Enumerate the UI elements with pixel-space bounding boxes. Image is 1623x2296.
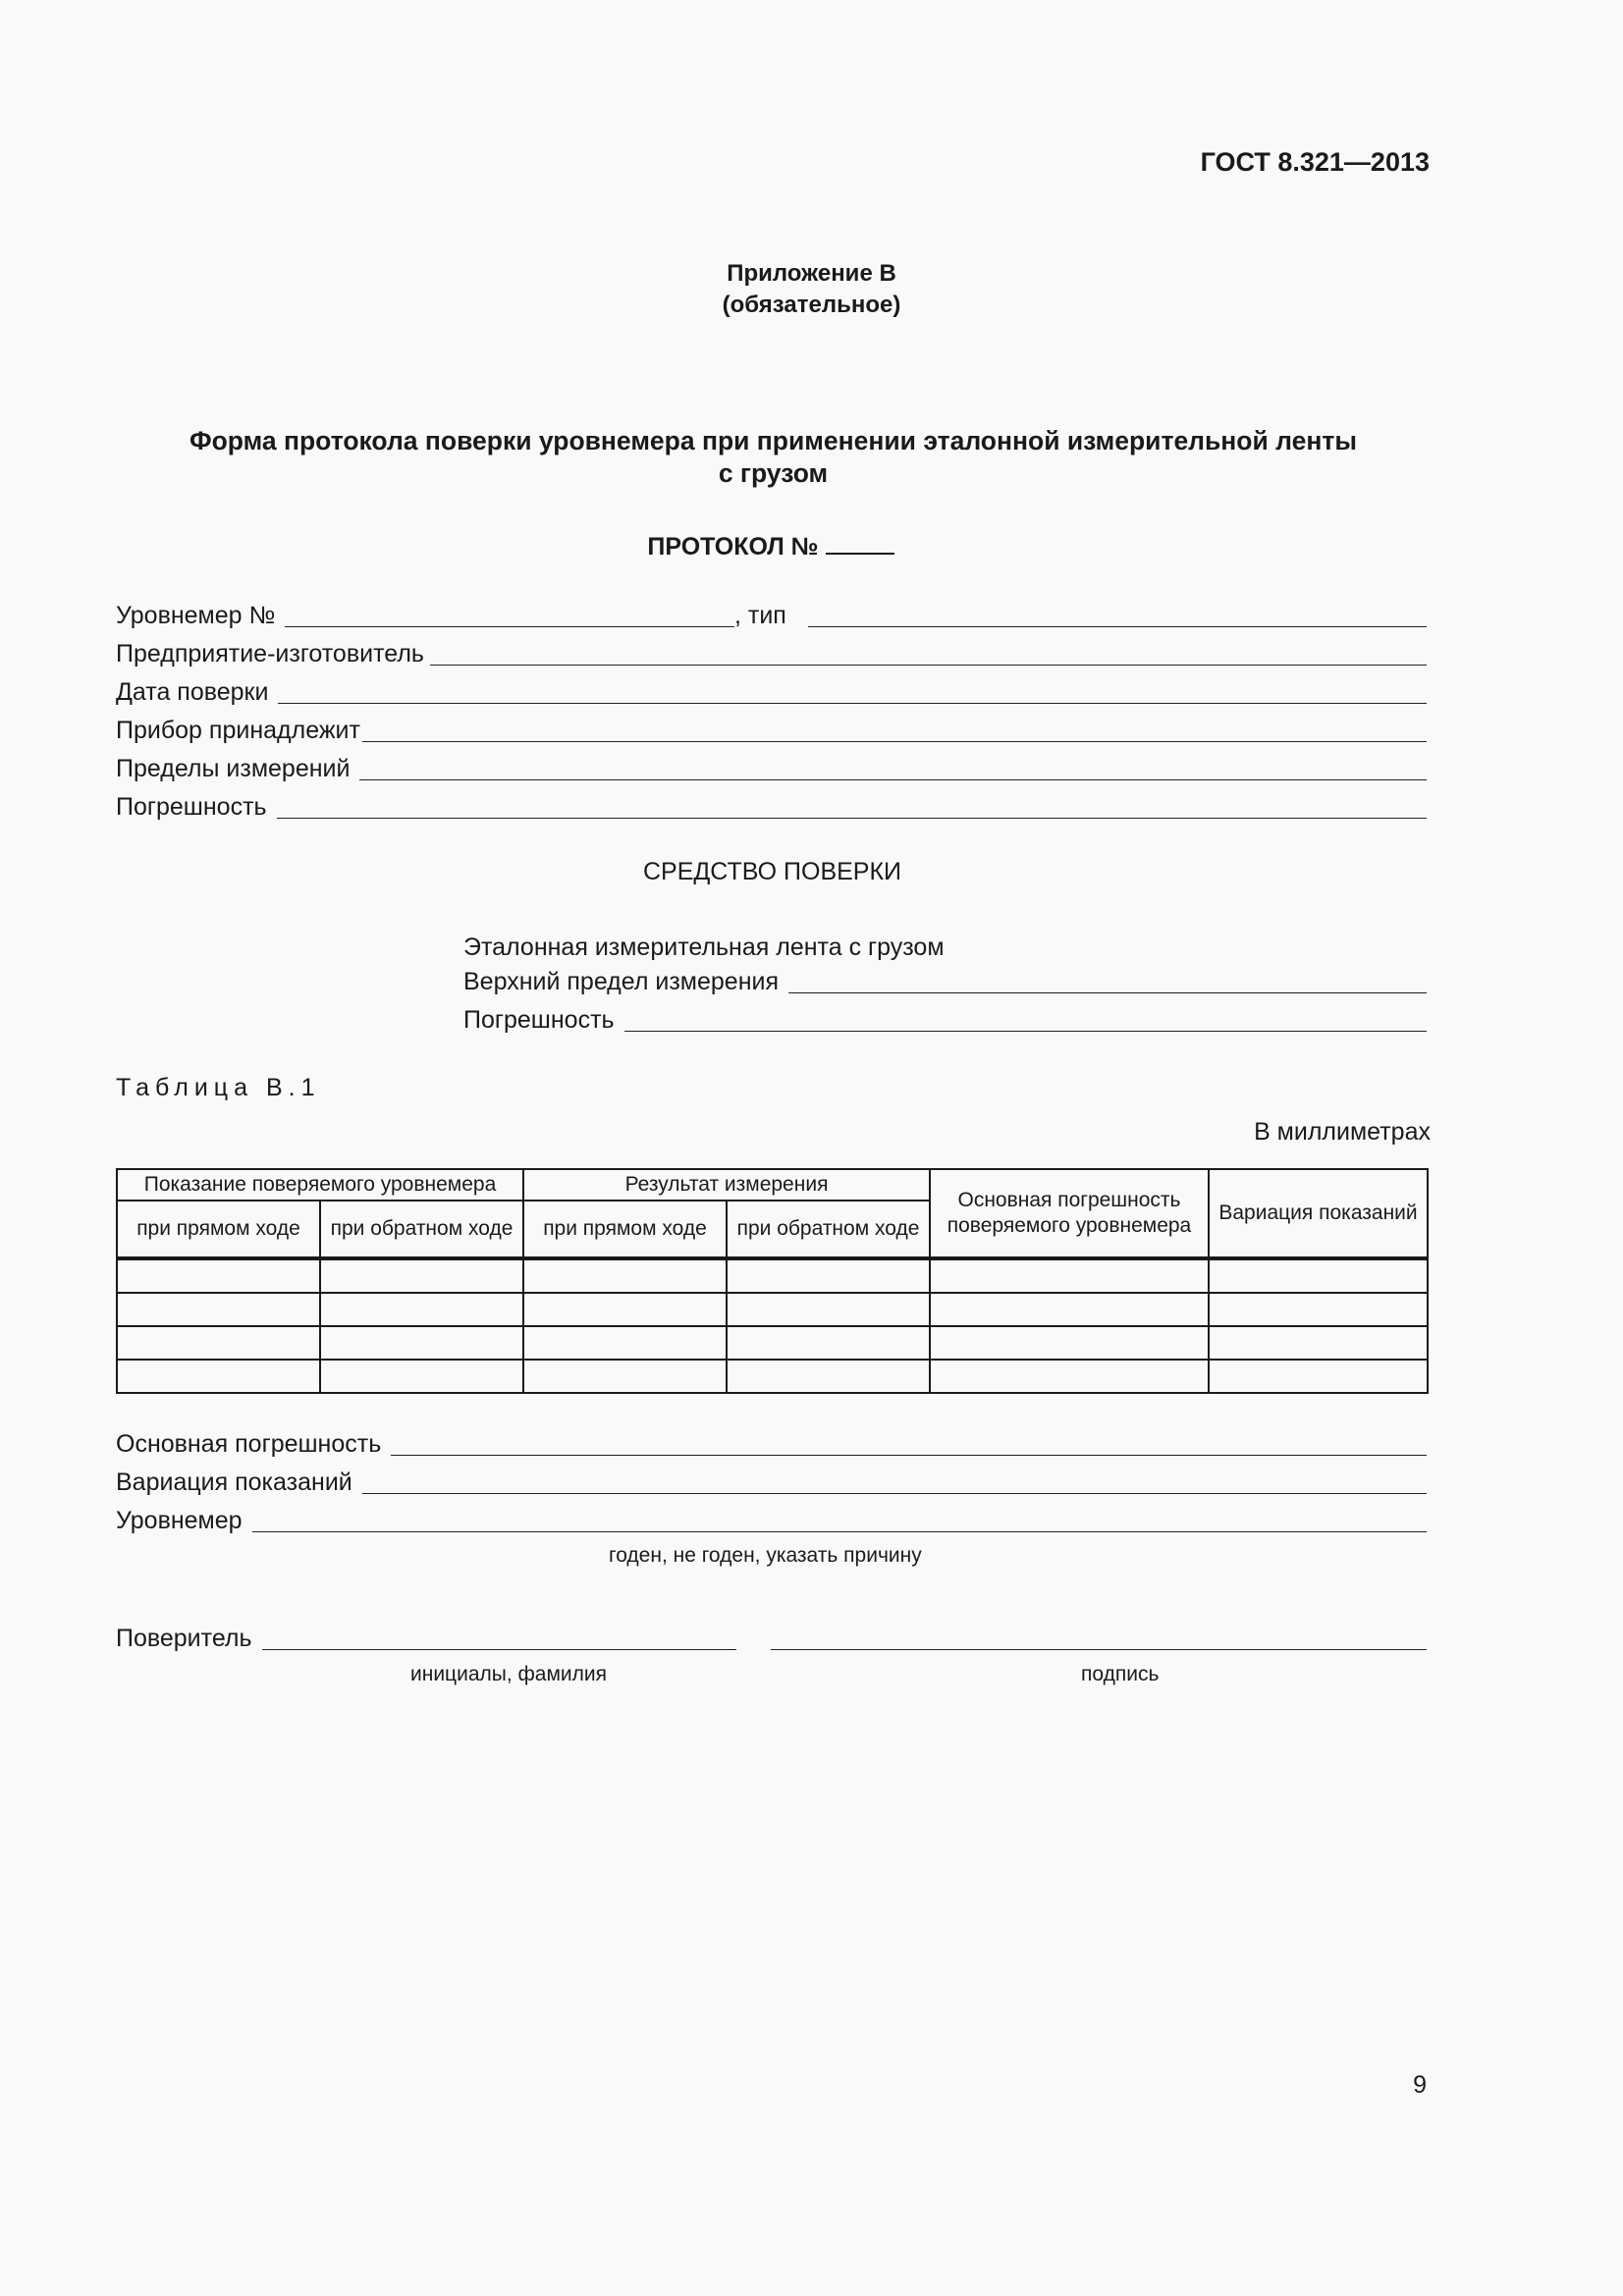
table-cell[interactable] bbox=[523, 1326, 727, 1360]
table-cell[interactable] bbox=[523, 1360, 727, 1393]
error-field bbox=[116, 792, 1427, 822]
table-cell[interactable] bbox=[523, 1293, 727, 1326]
type-label: , тип bbox=[734, 602, 786, 629]
error-label: Погрешность bbox=[116, 793, 267, 821]
document-id: ГОСТ 8.321—2013 bbox=[1200, 147, 1430, 177]
error-line[interactable] bbox=[277, 818, 1427, 819]
table-row bbox=[117, 1360, 1428, 1393]
header-reading-forward: при прямом ходе bbox=[117, 1201, 320, 1257]
table-cell[interactable] bbox=[1209, 1360, 1428, 1393]
protocol-label: ПРОТОКОЛ № bbox=[647, 533, 819, 561]
reference-tape-label: Эталонная измерительная лента с грузом bbox=[463, 934, 945, 961]
gauge-verdict-line[interactable] bbox=[252, 1531, 1427, 1532]
variation-label: Вариация показаний bbox=[116, 1468, 352, 1496]
verification-date-line[interactable] bbox=[278, 703, 1427, 704]
table-cell[interactable] bbox=[117, 1259, 320, 1293]
means-error-line[interactable] bbox=[624, 1031, 1427, 1032]
header-measurement-result: Результат измерения bbox=[523, 1169, 930, 1201]
form-title-line-2: с грузом bbox=[718, 458, 829, 488]
table-cell[interactable] bbox=[1209, 1326, 1428, 1360]
signature-field bbox=[771, 1624, 1427, 1653]
table-cell[interactable] bbox=[930, 1259, 1209, 1293]
range-field bbox=[116, 754, 1427, 783]
verifier-name-line[interactable] bbox=[262, 1649, 736, 1650]
gauge-verdict-field bbox=[116, 1506, 1427, 1535]
table-caption: Таблица В.1 bbox=[116, 1074, 321, 1101]
gauge-number-line[interactable] bbox=[285, 626, 734, 627]
verification-date-label: Дата поверки bbox=[116, 678, 269, 706]
table-cell[interactable] bbox=[930, 1326, 1209, 1360]
table-cell[interactable] bbox=[930, 1360, 1209, 1393]
table-cell[interactable] bbox=[727, 1360, 930, 1393]
variation-field bbox=[116, 1468, 1427, 1497]
header-reading-reverse: при обратном ходе bbox=[320, 1201, 523, 1257]
type-line[interactable] bbox=[808, 626, 1427, 627]
annex-status: (обязательное) bbox=[722, 292, 901, 318]
table-row bbox=[117, 1293, 1428, 1326]
upper-limit-label: Верхний предел измерения bbox=[463, 968, 780, 995]
protocol-title bbox=[0, 531, 1542, 561]
owner-label: Прибор принадлежит bbox=[116, 717, 360, 744]
signature-line[interactable] bbox=[771, 1649, 1427, 1650]
page-number: 9 bbox=[1413, 2071, 1427, 2099]
annex-heading bbox=[0, 258, 1623, 321]
upper-limit-field bbox=[463, 967, 1427, 996]
table-cell[interactable] bbox=[117, 1326, 320, 1360]
annex-title: Приложение В bbox=[727, 260, 896, 287]
gauge-verdict-hint: годен, не годен, указать причину bbox=[609, 1544, 922, 1567]
upper-limit-line[interactable] bbox=[788, 992, 1427, 993]
signature-hint: подпись bbox=[1081, 1663, 1160, 1685]
protocol-number-blank[interactable] bbox=[826, 531, 894, 555]
owner-line[interactable] bbox=[362, 741, 1427, 742]
basic-error-line[interactable] bbox=[391, 1455, 1427, 1456]
basic-error-field bbox=[116, 1429, 1427, 1459]
header-variation: Вариация показаний bbox=[1209, 1169, 1428, 1257]
table-cell[interactable] bbox=[727, 1293, 930, 1326]
verifier-name-hint: инициалы, фамилия bbox=[410, 1663, 607, 1685]
table-units: В миллиметрах bbox=[1254, 1118, 1431, 1146]
table-cell[interactable] bbox=[930, 1293, 1209, 1326]
table-cell[interactable] bbox=[523, 1259, 727, 1293]
means-error-field bbox=[463, 1005, 1427, 1035]
verifier-name-field bbox=[116, 1624, 736, 1653]
range-line[interactable] bbox=[359, 779, 1427, 780]
header-result-reverse: при обратном ходе bbox=[727, 1201, 930, 1257]
verifier-label: Поверитель bbox=[116, 1625, 252, 1652]
table-cell[interactable] bbox=[727, 1326, 930, 1360]
gauge-number-label: Уровнемер № bbox=[116, 602, 276, 629]
means-error-label: Погрешность bbox=[463, 1006, 615, 1034]
table-cell[interactable] bbox=[1209, 1259, 1428, 1293]
results-table bbox=[116, 1168, 1429, 1394]
range-label: Пределы измерений bbox=[116, 755, 351, 782]
basic-error-label: Основная погрешность bbox=[116, 1430, 382, 1458]
table-row bbox=[117, 1259, 1428, 1293]
table-cell[interactable] bbox=[727, 1259, 930, 1293]
manufacturer-line[interactable] bbox=[430, 665, 1427, 666]
table-cell[interactable] bbox=[117, 1293, 320, 1326]
owner-field bbox=[116, 716, 1427, 745]
gauge-number-field bbox=[116, 601, 734, 630]
header-result-forward: при прямом ходе bbox=[523, 1201, 727, 1257]
header-basic-error: Основная погрешность поверяемого уровнемера bbox=[930, 1169, 1209, 1257]
type-field bbox=[734, 601, 1427, 630]
table-cell[interactable] bbox=[117, 1360, 320, 1393]
header-gauge-reading: Показание поверяемого уровнемера bbox=[117, 1169, 523, 1201]
variation-line[interactable] bbox=[362, 1493, 1427, 1494]
table-cell[interactable] bbox=[320, 1326, 523, 1360]
form-title bbox=[118, 425, 1429, 490]
table-cell[interactable] bbox=[1209, 1293, 1428, 1326]
table-row bbox=[117, 1326, 1428, 1360]
verification-means-heading: СРЕДСТВО ПОВЕРКИ bbox=[642, 858, 902, 885]
table-cell[interactable] bbox=[320, 1360, 523, 1393]
form-title-line-1: Форма протокола поверки уровнемера при применении эталонной измерительной ленты bbox=[189, 426, 1357, 455]
verification-date-field bbox=[116, 677, 1427, 707]
manufacturer-field bbox=[116, 639, 1427, 668]
gauge-verdict-label: Уровнемер bbox=[116, 1507, 243, 1534]
table-cell[interactable] bbox=[320, 1259, 523, 1293]
table-cell[interactable] bbox=[320, 1293, 523, 1326]
manufacturer-label: Предприятие-изготовитель bbox=[116, 640, 424, 667]
